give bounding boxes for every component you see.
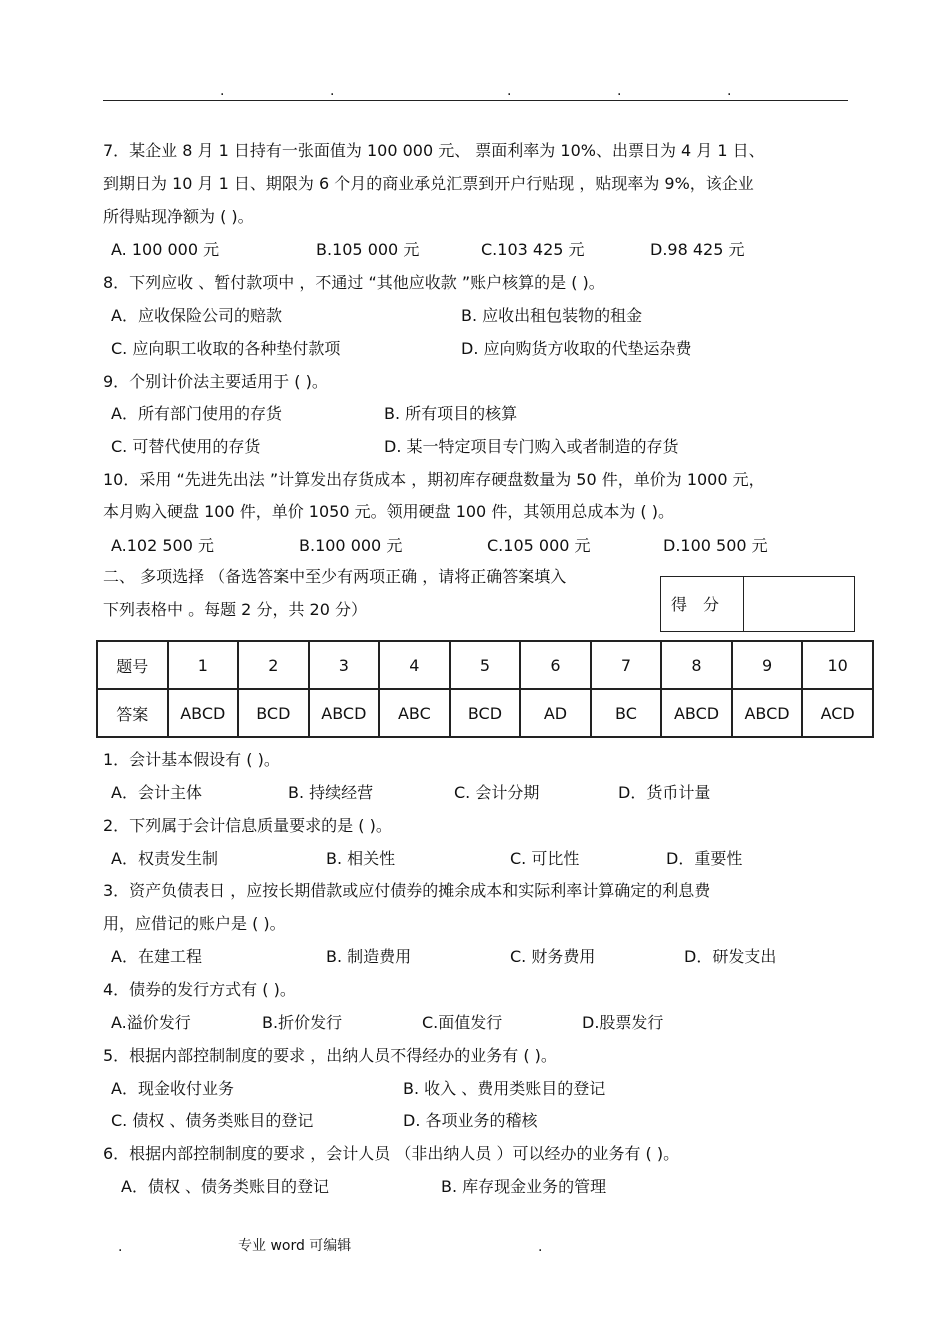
multi-question-1-option-a: A．会计主体	[111, 783, 202, 802]
multi-question-3-option-c: C. 财务费用	[510, 947, 596, 966]
multi-question-4-option-b: B.折价发行	[262, 1013, 343, 1032]
multi-question-5-option-d: D. 各项业务的稽核	[403, 1111, 538, 1130]
multi-question-3-option-b: B. 制造费用	[326, 947, 412, 966]
header-dot: .	[330, 83, 335, 99]
table-cell-answer: BCD	[238, 689, 309, 737]
multi-question-1-stem: 1．会计基本假设有 ( )。	[103, 750, 280, 769]
header-dot: .	[507, 83, 512, 99]
table-row-answers	[97, 689, 873, 737]
question-10-option-c: C.105 000 元	[487, 536, 591, 555]
multi-question-2-option-a: A．权责发生制	[111, 849, 218, 868]
score-box-divider	[743, 577, 744, 631]
header-dot: .	[220, 83, 225, 99]
question-10-option-a: A.102 500 元	[111, 536, 215, 555]
question-7-line-1: 7．某企业 8 月 1 日持有一张面值为 100 000 元、 票面利率为 10%、出票日为 4 月 1 日、	[103, 141, 765, 160]
question-7-line-3: 所得贴现净额为 ( )。	[103, 207, 254, 226]
multi-question-3-line-1: 3．资产负债表日 ，应按长期借款或应付债券的摊余成本和实际利率计算确定的利息费	[103, 881, 711, 900]
question-9-option-a: A．所有部门使用的存货	[111, 404, 282, 423]
question-9-option-c: C. 可替代使用的存货	[111, 437, 261, 456]
score-box	[660, 576, 855, 632]
question-9-option-b: B. 所有项目的核算	[384, 404, 518, 423]
table-cell-number: 1	[168, 641, 239, 689]
multi-question-6-option-a: A．债权 、债务类账目的登记	[121, 1177, 330, 1196]
multi-question-2-option-b: B. 相关性	[326, 849, 396, 868]
table-cell-answer: ABC	[379, 689, 450, 737]
question-8-option-c: C. 应向职工收取的各种垫付款项	[111, 339, 341, 358]
question-10-line-1: 10．采用 “先进先出法 ”计算发出存货成本 ，期初库存硬盘数量为 50 件，单价为 1000 元，	[103, 470, 765, 489]
multi-question-2-option-c: C. 可比性	[510, 849, 580, 868]
table-cell-number: 3	[309, 641, 380, 689]
table-cell-number: 7	[591, 641, 662, 689]
multi-question-3-option-a: A．在建工程	[111, 947, 202, 966]
table-cell-number: 8	[661, 641, 732, 689]
table-cell-number: 9	[732, 641, 803, 689]
table-cell-number: 4	[379, 641, 450, 689]
table-cell-answer: BCD	[450, 689, 521, 737]
table-row-numbers	[97, 641, 873, 689]
multi-question-1-option-d: D．货币计量	[618, 783, 711, 802]
multi-question-2-stem: 2．下列属于会计信息质量要求的是 ( )。	[103, 816, 392, 835]
table-cell-number: 6	[520, 641, 591, 689]
multi-question-3-line-2: 用，应借记的账户是 ( )。	[103, 914, 286, 933]
question-9-option-d: D. 某一特定项目专门购入或者制造的存货	[384, 437, 679, 456]
table-header-label: 题号	[97, 641, 168, 689]
answer-table	[96, 640, 874, 738]
multi-question-4-option-d: D.股票发行	[582, 1013, 664, 1032]
table-cell-number: 5	[450, 641, 521, 689]
question-8-stem: 8．下列应收 、暂付款项中 ，不通过 “其他应收款 ”账户核算的是 ( )。	[103, 273, 605, 292]
table-cell-answer: AD	[520, 689, 591, 737]
table-cell-answer: ABCD	[732, 689, 803, 737]
question-7-option-a: A. 100 000 元	[111, 240, 220, 259]
multi-question-6-option-b: B. 库存现金业务的管理	[441, 1177, 607, 1196]
header-rule	[103, 100, 848, 101]
table-cell-answer: ABCD	[168, 689, 239, 737]
multi-question-1-option-c: C. 会计分期	[454, 783, 540, 802]
multi-question-2-option-d: D．重要性	[666, 849, 743, 868]
table-cell-answer: BC	[591, 689, 662, 737]
question-7-option-c: C.103 425 元	[481, 240, 585, 259]
multi-question-6-stem: 6．根据内部控制制度的要求 ，会计人员 （非出纳人员 ）可以经办的业务有 ( )。	[103, 1144, 680, 1163]
footer-dot-right: .	[538, 1239, 543, 1255]
multi-question-5-stem: 5．根据内部控制制度的要求 ，出纳人员不得经办的业务有 ( )。	[103, 1046, 557, 1065]
multi-question-4-option-a: A.溢价发行	[111, 1013, 191, 1032]
question-10-line-2: 本月购入硬盘 100 件，单价 1050 元。领用硬盘 100 件，其领用总成本为 ( )。	[103, 502, 674, 521]
multi-question-5-option-a: A．现金收付业务	[111, 1079, 234, 1098]
header-dot: .	[617, 83, 622, 99]
multi-question-5-option-c: C. 债权 、债务类账目的登记	[111, 1111, 314, 1130]
multi-question-5-option-b: B. 收入 、费用类账目的登记	[403, 1079, 606, 1098]
question-7-line-2: 到期日为 10 月 1 日、期限为 6 个月的商业承兑汇票到开户行贴现 ，贴现率为 9%，该企业	[103, 174, 754, 193]
table-cell-answer: ACD	[802, 689, 873, 737]
table-cell-number: 2	[238, 641, 309, 689]
section-2-heading-line-1: 二、 多项选择 （备选答案中至少有两项正确 ，请将正确答案填入	[103, 567, 567, 586]
multi-question-4-option-c: C.面值发行	[422, 1013, 503, 1032]
question-10-option-d: D.100 500 元	[663, 536, 768, 555]
table-cell-number: 10	[802, 641, 873, 689]
table-cell-answer: ABCD	[309, 689, 380, 737]
footer-text: 专业 word 可编辑	[238, 1238, 352, 1254]
table-answer-label: 答案	[97, 689, 168, 737]
question-8-option-a: A．应收保险公司的赔款	[111, 306, 282, 325]
score-label: 得分	[671, 595, 736, 614]
question-8-option-b: B. 应收出租包装物的租金	[461, 306, 643, 325]
question-7-option-d: D.98 425 元	[650, 240, 745, 259]
question-10-option-b: B.100 000 元	[299, 536, 403, 555]
question-7-option-b: B.105 000 元	[316, 240, 420, 259]
multi-question-4-stem: 4．债券的发行方式有 ( )。	[103, 980, 296, 999]
footer-dot-left: .	[118, 1239, 123, 1255]
multi-question-3-option-d: D．研发支出	[684, 947, 777, 966]
question-8-option-d: D. 应向购货方收取的代垫运杂费	[461, 339, 692, 358]
table-cell-answer: ABCD	[661, 689, 732, 737]
multi-question-1-option-b: B. 持续经营	[288, 783, 374, 802]
header-dot: .	[727, 83, 732, 99]
section-2-heading-line-2: 下列表格中 。每题 2 分，共 20 分）	[103, 600, 367, 619]
question-9-stem: 9．个别计价法主要适用于 ( )。	[103, 372, 328, 391]
